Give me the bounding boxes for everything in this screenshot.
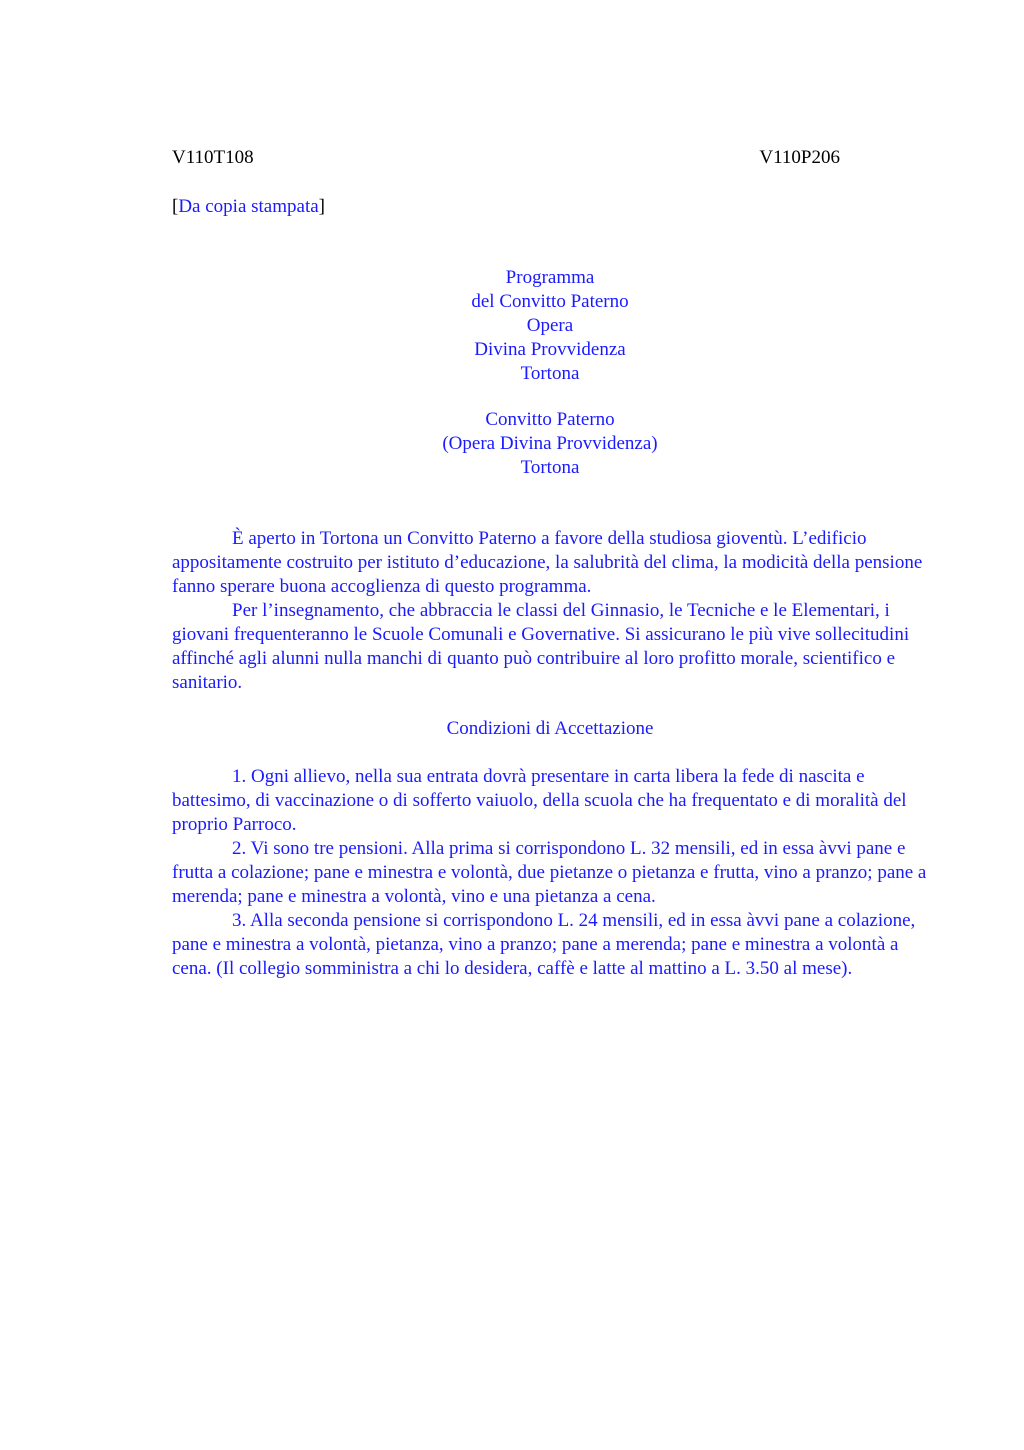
title-line: Divina Provvidenza xyxy=(474,339,626,360)
source-note xyxy=(172,195,325,219)
intro-section xyxy=(172,527,928,695)
title-line: Programma xyxy=(505,267,595,288)
source-note-open-bracket: [ xyxy=(172,196,179,217)
title-line: del Convitto Paterno xyxy=(471,291,629,312)
condition-item: 2. Vi sono tre pensioni. Alla prima si corrispondono L. 32 mensili, ed in essa àvvi pane e frutta a colazione; pane e minestra e volontà, due pietanze o pietanza e frutta, vino a pranzo; pane a merenda; pane e minestra a volontà, vino e una pietanza a cena. xyxy=(172,838,927,907)
subtitle-line: Convitto Paterno xyxy=(485,409,615,430)
subtitle-line: Tortona xyxy=(520,457,580,478)
source-note-close-bracket: ] xyxy=(318,196,325,217)
subtitle-block xyxy=(172,408,928,480)
title-line: Opera xyxy=(526,315,574,336)
document-page xyxy=(172,0,928,1450)
title-line: Tortona xyxy=(520,363,580,384)
source-note-text: Da copia stampata xyxy=(178,196,319,217)
header-right-code: V110P206 xyxy=(759,147,840,168)
condition-item: 3. Alla seconda pensione si corrispondono L. 24 mensili, ed in essa àvvi pane a colazione, pane e minestra a volontà, pietanza, vino a pranzo; pane a merenda; pane e minestra a volontà a cena. (Il collegio somministra a chi lo desidera, caffè e latte al mattino a L. 3.50 al mese). xyxy=(172,910,916,979)
intro-paragraph: Per l’insegnamento, che abbraccia le classi del Ginnasio, le Tecniche e le Elementari, i giovani frequenteranno le Scuole Comunali e Governative. Si assicurano le più vive sollecitudini affinché agli alunni nulla manchi di quanto può contribuire al loro profitto morale, scientifico e sanitario. xyxy=(172,600,910,693)
conditions-list xyxy=(172,765,928,981)
title-block xyxy=(172,266,928,386)
subtitle-line: (Opera Divina Provvidenza) xyxy=(442,433,658,454)
header-left-code: V110T108 xyxy=(172,147,254,168)
document-header xyxy=(172,146,840,170)
section-heading: Condizioni di Accettazione xyxy=(446,718,654,739)
intro-paragraph: È aperto in Tortona un Convitto Paterno a favore della studiosa gioventù. L’edificio appositamente costruito per istituto d’educazione, la salubrità del clima, la modicità della pensione fanno sperare buona accoglienza di questo programma. xyxy=(172,528,923,597)
condition-item: 1. Ogni allievo, nella sua entrata dovrà presentare in carta libera la fede di nascita e battesimo, di vaccinazione o di sofferto vaiuolo, della scuola che ha frequentato e di moralità del proprio Parroco. xyxy=(172,766,907,835)
